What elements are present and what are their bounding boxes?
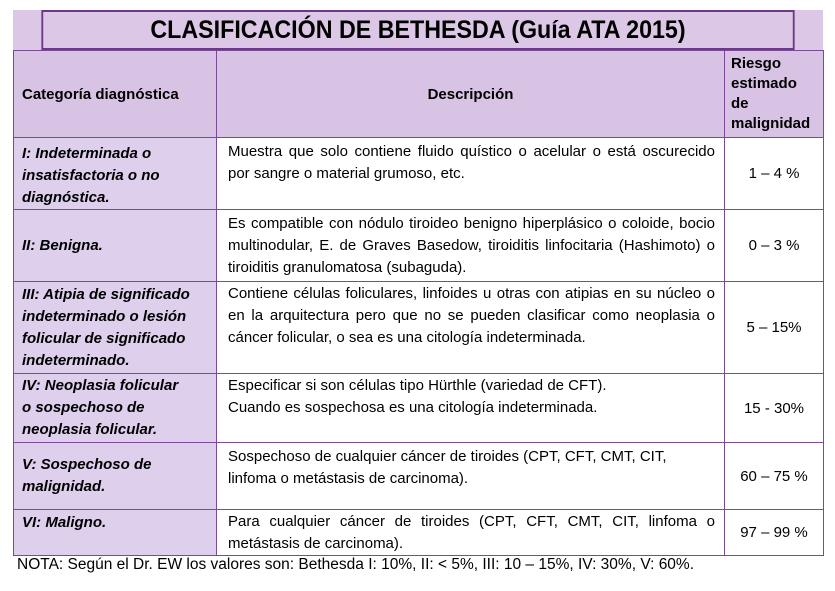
risk-cell: 5 – 15%	[725, 282, 824, 374]
table-row	[14, 443, 824, 510]
category-cell: III: Atipia de significado indeterminado o lesión folicular de significado indeterminado.	[14, 282, 217, 374]
category-cell: I: Indeterminada o insatisfactoria o no diagnóstica.	[14, 138, 217, 210]
description-cell: Contiene células foliculares, linfoides u otras con atipias en su núcleo o en la arquitectura pero que no se pueden clasificar como neoplasia o cáncer folicular, o sea es una citología indeterminada.	[217, 282, 725, 374]
table-row	[14, 138, 824, 210]
description-cell: Para cualquier cáncer de tiroides (CPT, CFT, CMT, CIT, linfoma o metástasis de carcinoma).	[217, 510, 725, 556]
table-row	[14, 282, 824, 374]
bethesda-table	[13, 50, 824, 556]
header-description: Descripción	[217, 51, 725, 138]
description-cell: Muestra que solo contiene fluido quístico o acelular o está oscurecido por sangre o material grumoso, etc.	[217, 138, 725, 210]
table-row	[14, 374, 824, 443]
description-cell: Especificar si son células tipo Hürthle (variedad de CFT). Cuando es sospechosa es una citología indeterminada.	[217, 374, 725, 443]
footnote: NOTA: Según el Dr. EW los valores son: Bethesda I: 10%, II: < 5%, III: 10 – 15%, IV: 30%, V: 60%.	[17, 556, 695, 573]
table-row	[14, 510, 824, 556]
risk-cell: 15 - 30%	[725, 374, 824, 443]
risk-cell: 60 – 75 %	[725, 443, 824, 510]
title-bar	[13, 10, 823, 50]
category-cell: II: Benigna.	[14, 210, 217, 282]
risk-cell: 1 – 4 %	[725, 138, 824, 210]
description-cell: Sospechoso de cualquier cáncer de tiroides (CPT, CFT, CMT, CIT, linfoma o metástasis de carcinoma).	[217, 443, 725, 510]
header-row	[14, 51, 824, 138]
risk-cell: 97 – 99 %	[725, 510, 824, 556]
description-cell: Es compatible con nódulo tiroideo benigno hiperplásico o coloide, bocio multinodular, E. de Graves Basedow, tiroiditis linfocitaria (Hashimoto) o tiroiditis granulomatosa (subaguda).	[217, 210, 725, 282]
header-risk: Riesgo estimado de malignidad	[725, 51, 824, 138]
category-cell: IV: Neoplasia folicular o sospechoso de neoplasia folicular.	[14, 374, 217, 443]
header-category: Categoría diagnóstica	[14, 51, 217, 138]
table-title: CLASIFICACIÓN DE BETHESDA (Guía ATA 2015)	[41, 10, 794, 50]
bethesda-table-frame	[13, 10, 823, 556]
category-cell: V: Sospechoso de malignidad.	[14, 443, 217, 510]
category-cell: VI: Maligno.	[14, 510, 217, 556]
risk-cell: 0 – 3 %	[725, 210, 824, 282]
table-row	[14, 210, 824, 282]
